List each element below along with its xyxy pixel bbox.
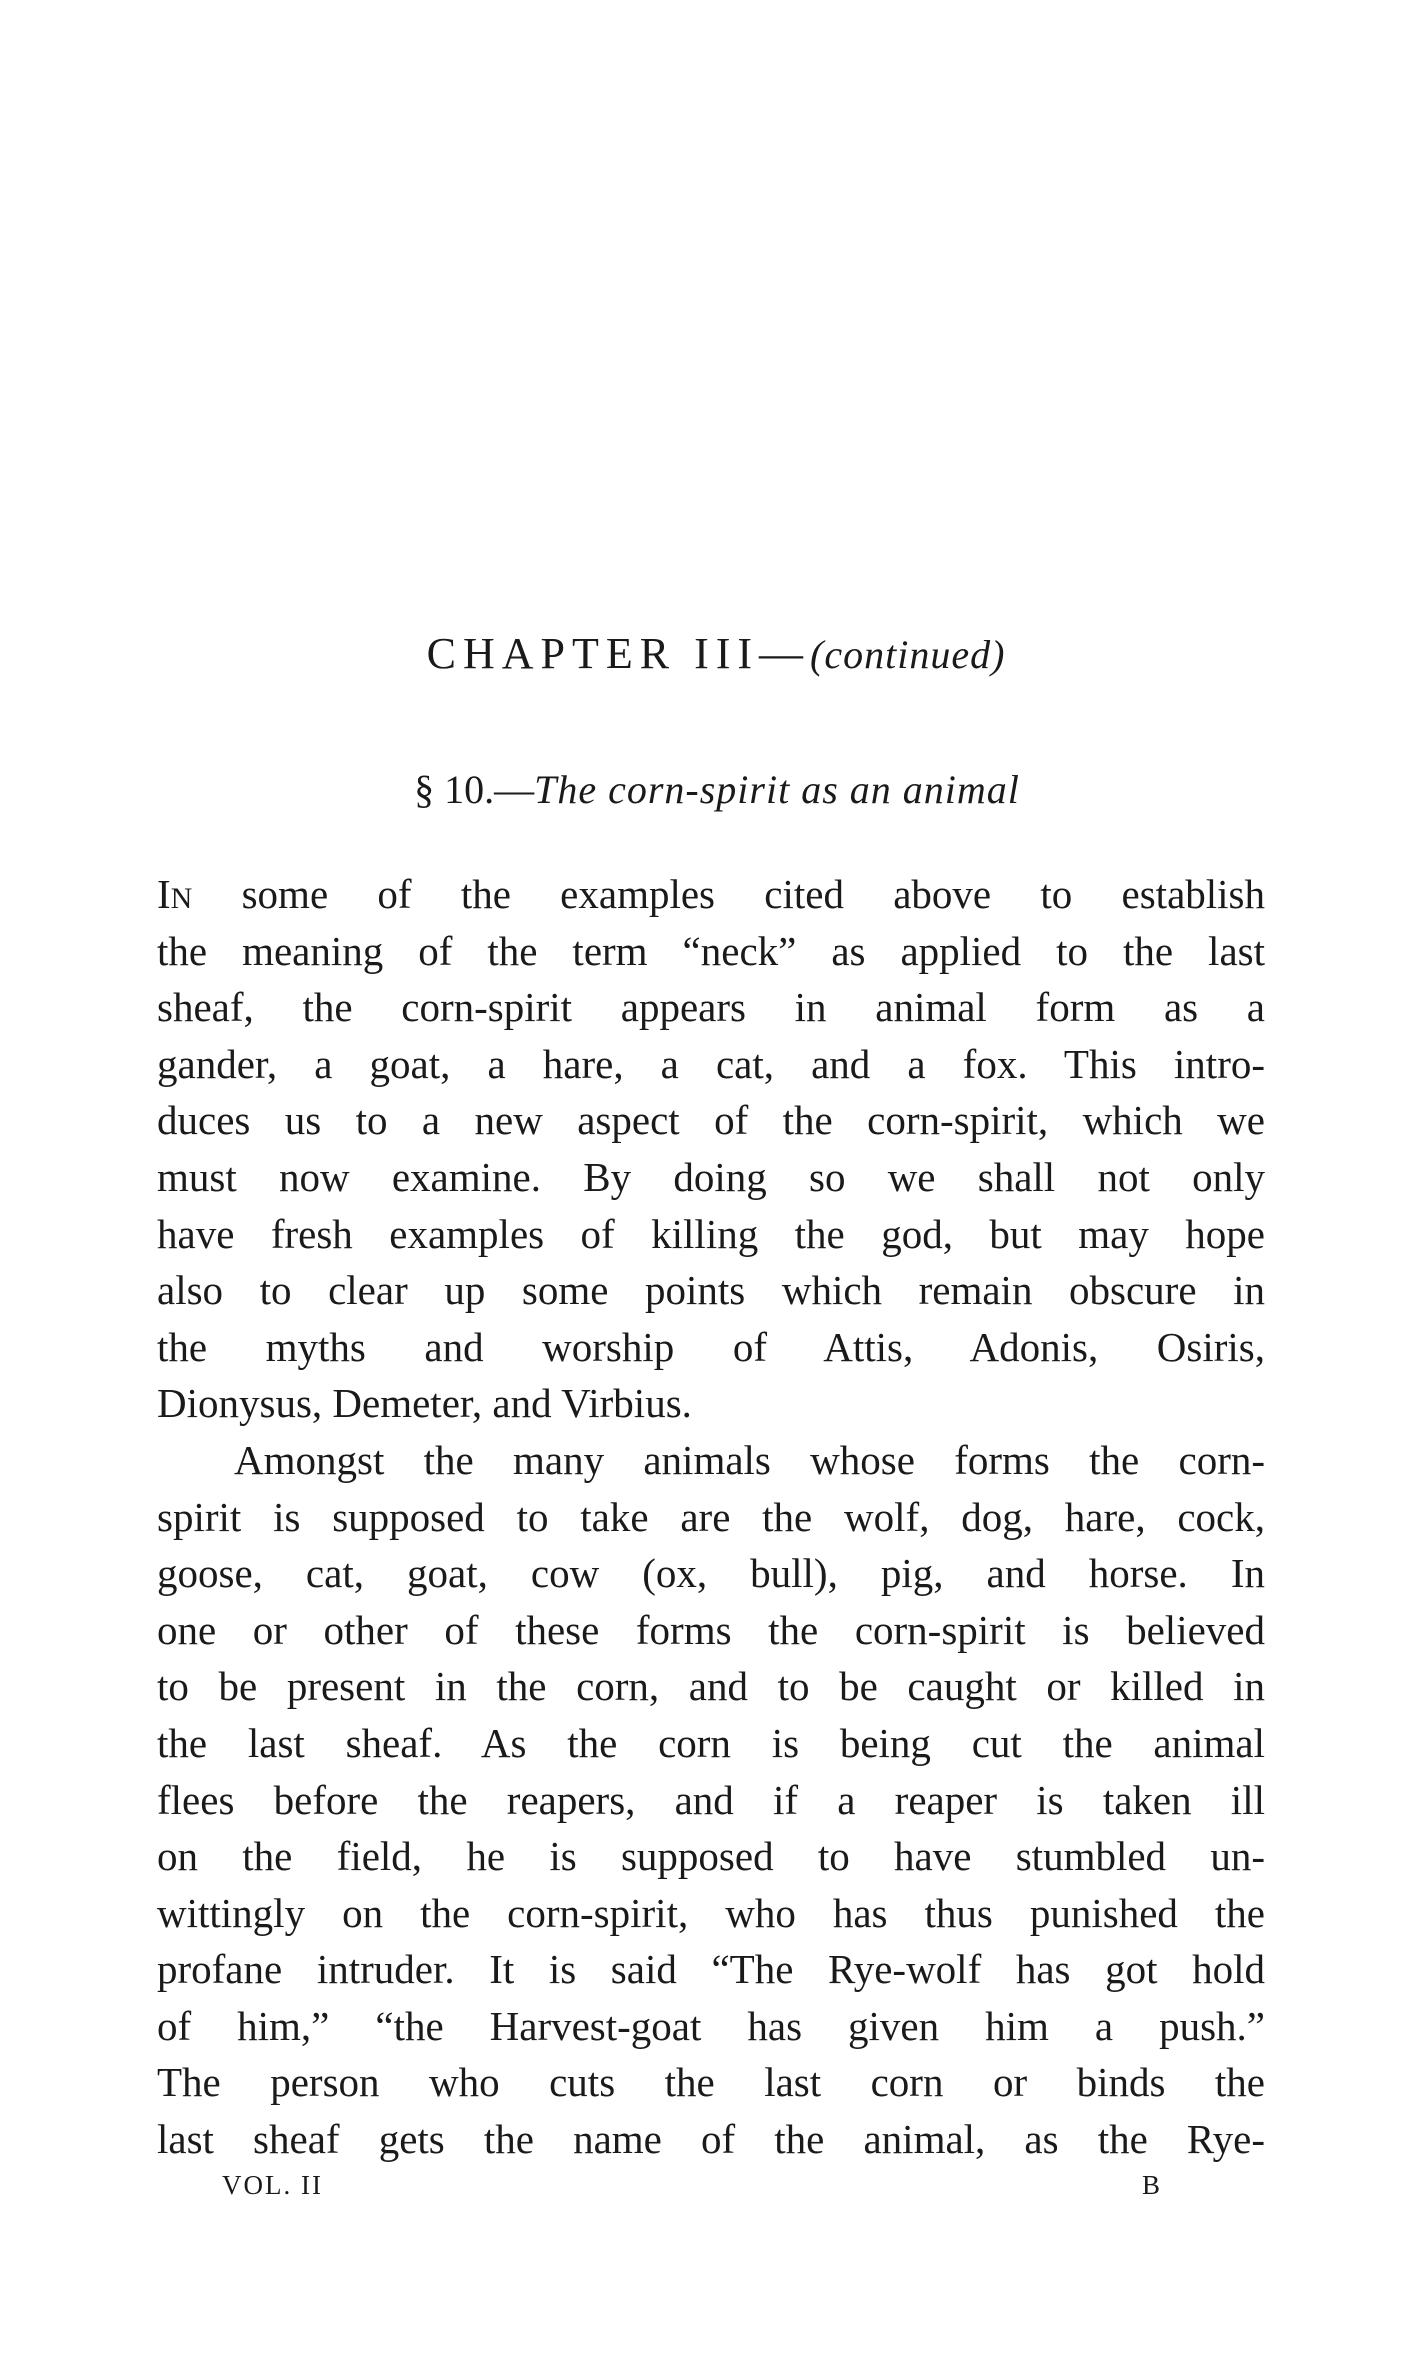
text-line: duces us to a new aspect of the corn-spirit, which we <box>157 1097 1265 1144</box>
text-line: profane intruder. It is said “The Rye-wolf has got hold <box>157 1946 1265 1993</box>
chapter-continued: (continued) <box>810 632 1006 677</box>
text-line: on the field, he is supposed to have stumbled un- <box>157 1833 1265 1880</box>
text-line: one or other of these forms the corn-spirit is believed <box>157 1606 1265 1653</box>
text-line: have fresh examples of killing the god, but may hope <box>157 1210 1265 1257</box>
body-text <box>157 866 1265 2168</box>
small-caps: N <box>170 882 193 915</box>
text-line: to be present in the corn, and to be caught or killed in <box>157 1663 1265 1710</box>
section-heading <box>0 766 1424 813</box>
gathering-signature: B <box>1141 2170 1162 2200</box>
first-line-text: some of the examples cited above to establish <box>192 871 1265 917</box>
text-line: Amongst the many animals whose forms the corn- <box>234 1436 1265 1483</box>
drop-cap: I <box>157 871 171 917</box>
text-line: also to clear up some points which remain obscure in <box>157 1267 1265 1314</box>
text-line: the myths and worship of Attis, Adonis, Osiris, <box>157 1323 1265 1370</box>
text-line: goose, cat, goat, cow (ox, bull), pig, and horse. In <box>157 1550 1265 1597</box>
text-line: the meaning of the term “neck” as applied to the last <box>157 927 1265 974</box>
text-line: the last sheaf. As the corn is being cut the animal <box>157 1719 1265 1766</box>
text-line: must now examine. By doing so we shall not only <box>157 1153 1265 1200</box>
text-line: spirit is supposed to take are the wolf, dog, hare, cock, <box>157 1493 1265 1540</box>
text-line: last sheaf gets the name of the animal, as the Rye- <box>157 2116 1265 2163</box>
chapter-title: CHAPTER III— <box>426 629 811 678</box>
text-line: wittingly on the corn-spirit, who has thus punished the <box>157 1889 1265 1936</box>
section-number: § 10.— <box>414 767 535 812</box>
chapter-heading <box>0 628 1424 679</box>
page-footer <box>222 2170 1162 2201</box>
text-line: flees before the reapers, and if a reaper is taken ill <box>157 1776 1265 1823</box>
section-title: The corn-spirit as an animal <box>534 767 1020 812</box>
volume-signature: VOL. II <box>222 2170 323 2200</box>
text-line: of him,” “the Harvest-goat has given him a push.” <box>157 2002 1265 2049</box>
text-line: sheaf, the corn-spirit appears in animal form as a <box>157 984 1265 1031</box>
text-line: Dionysus, Demeter, and Virbius. <box>157 1380 692 1427</box>
text-line <box>157 866 1265 923</box>
text-line: The person who cuts the last corn or binds the <box>157 2059 1265 2106</box>
text-line: gander, a goat, a hare, a cat, and a fox. This intro- <box>157 1040 1265 1087</box>
